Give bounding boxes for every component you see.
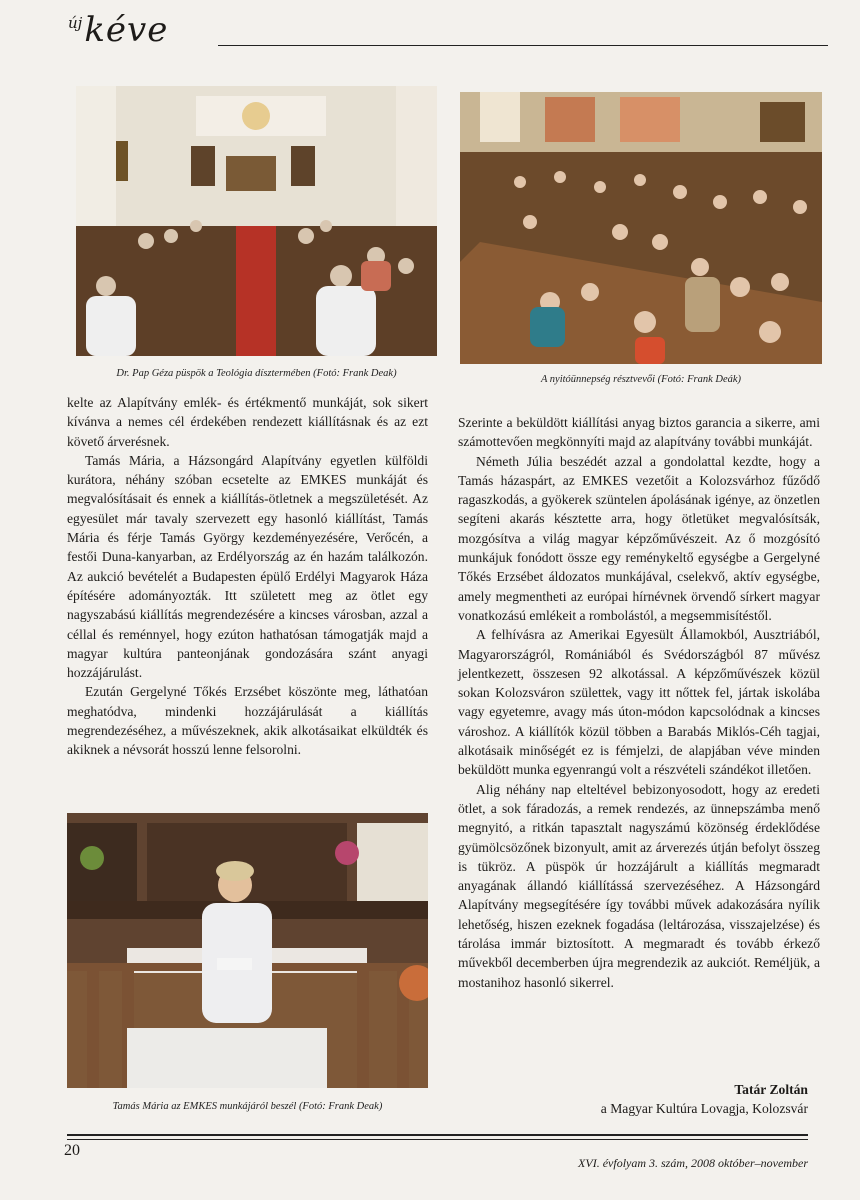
footer-rule-thick: [67, 1134, 808, 1136]
photo-speaker-caption: Tamás Mária az EMKES munkájáról beszél (Fotó: Frank Deak): [112, 1101, 383, 1112]
left-column: [67, 393, 428, 760]
left-paragraph-1: kelte az Alapítvány emlék- és értékmentő munkáját, sok sikert kívánva a nemes cél érdekében rendezett kiállításnak és az ezt követő árverésnek.: [67, 395, 428, 449]
right-paragraph-1: Szerinte a beküldött kiállítási anyag biztos garancia a sikerre, ami számottevően megkönnyíti majd az alapítvány további munkáját.: [458, 415, 820, 450]
photo-audience-image: [460, 92, 822, 364]
left-paragraph-3: Ezután Gergelyné Tőkés Erzsébet köszönte meg, láthatóan meghatódva, mindenki hozzájárulását a kiállítás megrendezéséhez, a művészeknek, akik alkotásaikat elküldték és akiknek a névsorát hosszú lenne felsorolni.: [67, 684, 428, 758]
photo-audience: [460, 92, 822, 364]
photo-speaker-image: [67, 813, 428, 1088]
photo-speaker: [67, 813, 428, 1088]
left-paragraph-2: Tamás Mária, a Házsongárd Alapítvány egyetlen külföldi kurátora, néhány szóban ecsetelte az EMKES munkáját és megvalósításait és ennek a kiállítás-ötletnek a megszületését. Az egyesület már tavaly szervezett egy hasonló kiállítást, Tamás Mária és férje Tamás György kezdeményezésére, Verőcén, a festői Duna-kanyarban, az Erdélyország az én hazám találkozón. Az aukció bevételét a Budapesten épülő Erdélyi Magyarok Háza építésére adományozták. Itt született meg az ötlet egy nagyszabású kiállítás megrendezésére a kincses városban, azzal a céllal és reménnyel, hogy ezúton hathatósan támogatják majd a magyar kultúra panteonjának gondozására szánt anyagi hozzájárulást.: [67, 452, 428, 681]
magazine-logo: [68, 10, 168, 50]
right-column: [458, 413, 820, 992]
footer-rule-thin: [67, 1139, 808, 1140]
author-name: Tatár Zoltán: [734, 1082, 808, 1097]
photo-hall-image: [76, 86, 437, 356]
issue-info: XVI. évfolyam 3. szám, 2008 október–november: [578, 1156, 808, 1170]
photo-audience-caption: A nyitóünnepség résztvevői (Fotó: Frank Deák): [540, 374, 742, 385]
right-paragraph-4: Alig néhány nap elteltével bebizonyosodott, hogy az eredeti ötlet, a sok fáradozás, a remek rendezés, az ünnepszámba menő megnyitó, a ritkán tapasztalt nagyszámú közönség érdeklődése gyümölcsözőnek bizonyult, amit az árverezés útján befolyt összeg is tükröz. A püspök úr hozzájárult a kiállítás megmaradt anyagának állandó kiállítássá szervezéséhez. A Házsongárd Alapítvány megsegítésére így további művek adakozására nyílik lehetőség, hiszen ezeknek fogadása (leltározása, visszajelzése) és tárolása immár biztosított. A megmaradt és tovább érkező művekből decemberben újra megrendezik az aukciót. Reméljük, a mostanihoz hasonló sikerrel.: [458, 781, 820, 990]
right-paragraph-2: Németh Júlia beszédét azzal a gondolattal kezdte, hogy a Tamás házaspárt, az EMKES vezetőit a Kolozsvárhoz fűződő ragaszkodás, a gyökerek szüntelen ápolásának igénye, az önzetlen segíteni akarás késztette arra, hogy ötletüket megvalósítsák, mozgósítva a világ magyar képzőművészeit. Az ő mozgósító munkájuk fonódott össze egy reménykeltő egységbe a Gergelyné Tőkés Erzsébet áldozatos munkájával, cselekvő, aktív egységbe, amely megmentheti az európai hírnévnek örvendő sírkert magyar vonatkozású emlékeit a rombolástól, a megsemmisítéstől.: [458, 453, 820, 623]
photo-hall-caption: Dr. Pap Géza püspök a Teológia dísztermében (Fotó: Frank Deak): [116, 368, 397, 379]
page-number: 20: [64, 1142, 80, 1159]
logo-title: kéve: [84, 10, 169, 50]
masthead-rule: [218, 45, 828, 46]
photo-hall: [76, 86, 437, 356]
author-role: a Magyar Kultúra Lovagja, Kolozsvár: [600, 1101, 808, 1116]
right-paragraph-3: A felhívásra az Amerikai Egyesült Államokból, Ausztriából, Magyarországról, Romániából és Svédországból 87 művész jelentkezett, összesen 92 alkotással. A képzőművészek közül sokan Kolozsváron születtek, vagy itt nőttek fel, jártak iskolába vagy egyetemre, avagy más úton-módon kapcsolódnak a kincses városhoz. A kiállítók közül többen a Barabás Miklós-Céh tagjai, alkotásaik minőségét ez is fémjelzi, de alapjában véve minden beküldött munka egyenrangú volt a részvételi szándékot illetően.: [458, 627, 820, 778]
logo-prefix: új: [68, 14, 83, 32]
masthead: [68, 10, 828, 52]
